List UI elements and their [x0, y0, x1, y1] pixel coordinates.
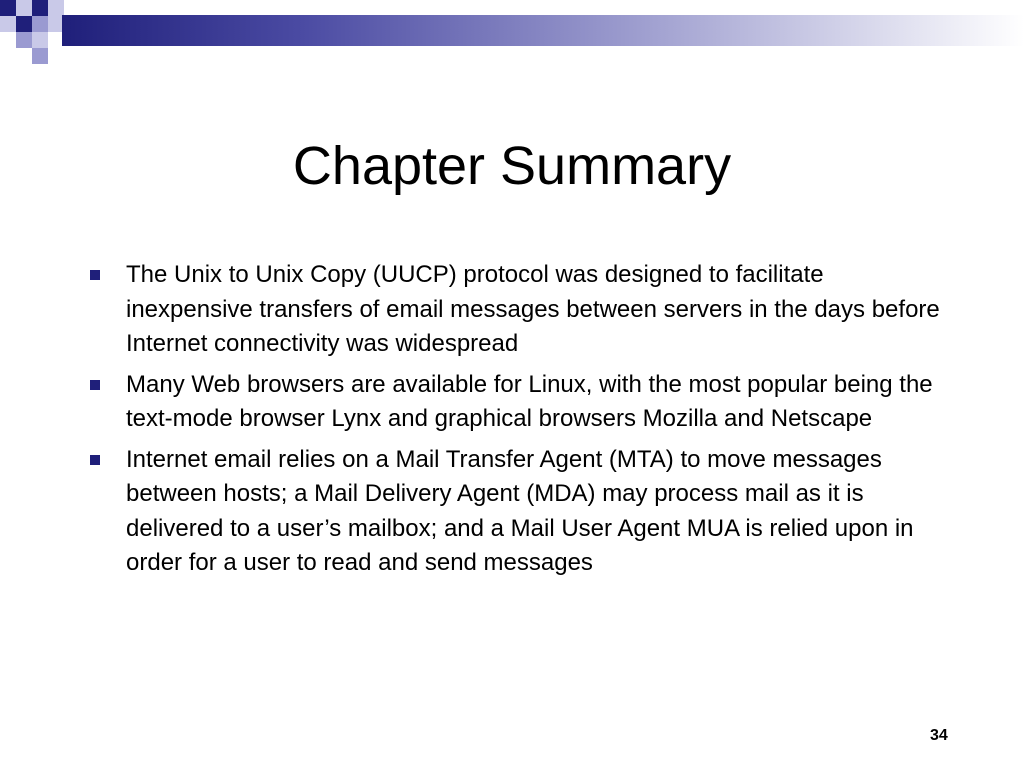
decor-square	[32, 0, 48, 16]
bullet-text: Internet email relies on a Mail Transfer Agent (MTA) to move messages between hosts; a Mail Delivery Agent (MDA) may process mail as it is delivered to a user’s mailbox; and a Mail User Agent MUA is relied upon in order for a user to read and send messages	[126, 445, 914, 576]
decor-square	[32, 16, 48, 32]
square-bullet-icon	[90, 380, 100, 390]
decor-square	[16, 16, 32, 32]
decor-square	[0, 0, 16, 16]
slide-title: Chapter Summary	[292, 136, 732, 197]
bullet-item	[90, 368, 950, 437]
header-gradient-bar	[62, 15, 1024, 46]
square-bullet-icon	[90, 270, 100, 280]
square-bullet-icon	[90, 455, 100, 465]
decor-square	[48, 0, 64, 16]
bullet-text: The Unix to Unix Copy (UUCP) protocol was designed to facilitate inexpensive transfers of email messages between servers in the days before Internet connectivity was widespread	[126, 261, 940, 357]
bullet-item	[90, 258, 950, 362]
bullet-list	[90, 258, 950, 587]
decor-square	[32, 48, 48, 64]
bullet-text: Many Web browsers are available for Linux, with the most popular being the text-mode browser Lynx and graphical browsers Mozilla and Netscape	[126, 370, 933, 432]
decor-square	[16, 0, 32, 16]
decor-square	[32, 32, 48, 48]
decor-square	[0, 16, 16, 32]
bullet-item	[90, 443, 950, 581]
page-number: 34	[930, 727, 948, 744]
decor-square	[16, 32, 32, 48]
